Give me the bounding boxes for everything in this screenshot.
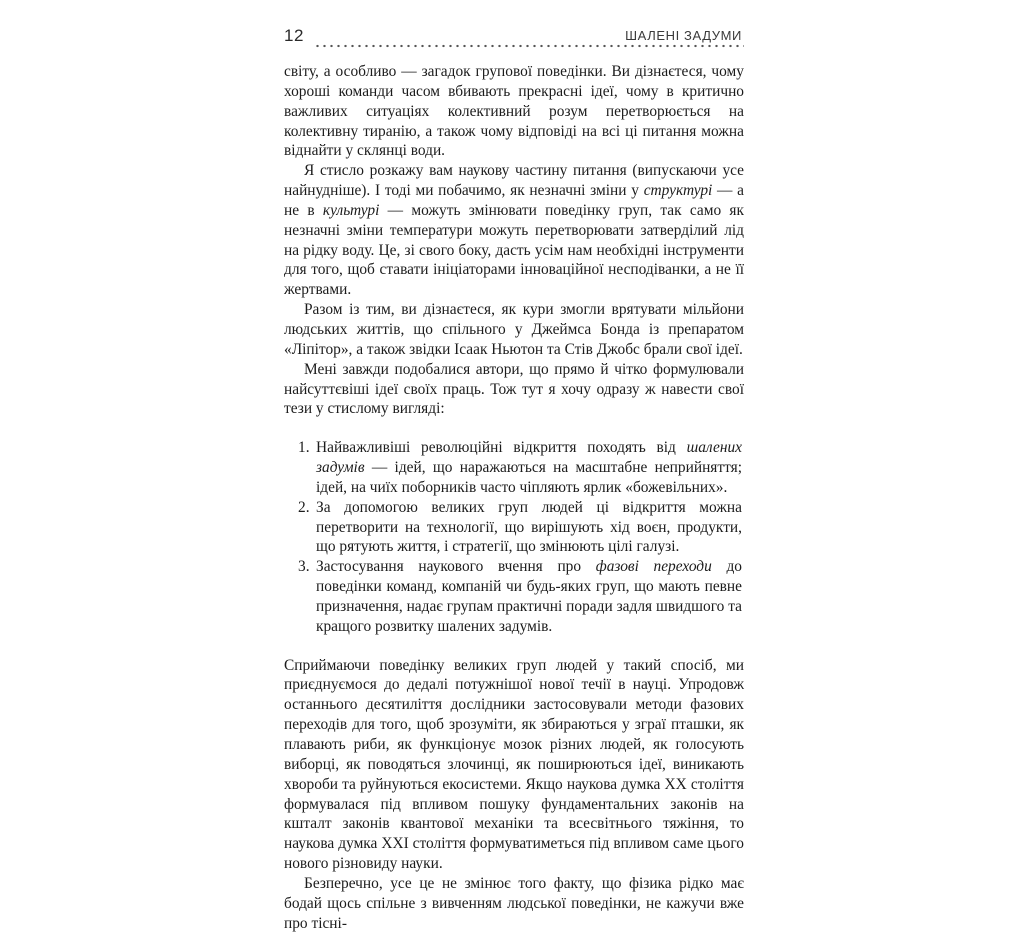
thesis-list <box>284 438 744 636</box>
paragraph-2-part-a: Я стисло розкажу вам наукову частину питання (випускаючи усе найнудніше). І тоді ми побачимо, як незначні зміни у <box>284 162 744 200</box>
paragraph-2-part-c: — можуть змінювати поведінку груп, так само як незначні зміни температури можуть перетворювати затверділий лід на рідку воду. Це, зі свого боку, дасть усім нам необхідні інструменти для того, щоб ставати ініціаторами інноваційної несподіванки, а не її жертвами. <box>284 201 744 299</box>
paragraph-6: Безперечно, усе це не змінює того факту, що фізика рідко має бодай щось спільне з вивченням людської поведінки, не кажучи вже про тісні- <box>284 874 744 932</box>
thesis-item-3 <box>284 557 742 636</box>
body-text <box>284 62 744 933</box>
thesis-item-1 <box>284 438 742 498</box>
thesis-item-2 <box>284 498 742 558</box>
thesis-text-tail: — ідей, що наражаються на масштабне неприйняття; ідей, на чиїх поборників часто чіпляють ярлик «божевільних». <box>316 459 742 496</box>
thesis-emphasis: шалених задумів <box>316 439 742 477</box>
paragraph-2-emphasis-structure: структурі <box>643 182 713 200</box>
thesis-number: 3. <box>298 558 310 576</box>
thesis-emphasis: фазові переходи <box>595 558 712 576</box>
page-number: 12 <box>284 26 304 45</box>
thesis-text: За допомогою великих груп людей ці відкриття можна перетворити на технології, що вирішують хід воєн, продукти, що рятують життя, і стратегії, що змінюють цілі галузі. <box>316 498 742 556</box>
dotted-rule <box>314 44 744 48</box>
thesis-text-tail: до поведінки команд, компаній чи будь-яких груп, що мають певне призначення, надає групам практичні поради задля швидшого та кращого розвитку шалених задумів. <box>316 558 743 635</box>
paragraph-3: Разом із тим, ви дізнаєтеся, як кури змогли врятувати мільйони людських життів, що спільного у Джеймса Бонда із препаратом «Ліпітор», а також звідки Ісаак Ньютон та Стів Джобс брали свої ідеї. <box>284 301 744 358</box>
paragraph-2 <box>284 161 744 300</box>
paragraph-4: Мені завжди подобалися автори, що прямо й чітко формулювали найсуттєвіші ідеї своїх праць. Тож тут я хочу одразу ж навести свої тези у стислому вигляді: <box>284 360 744 418</box>
thesis-text: Застосування наукового вчення про <box>316 558 596 576</box>
paragraph-5: Сприймаючи поведінку великих груп людей у такий спосіб, ми приєднуємося до дедалі потужнішої нової течії в науці. Упродовж останнього десятиліття дослідники застосовували методи фазових переходів для того, щоб зрозуміти, як збираються у зграї пташки, як плавають риби, як функціонує мозок різних людей, як голосують виборці, як поводяться злочинці, як поширюються ідеї, виникають хвороби та руйнуються екосистеми. Якщо наукова думка XX століття формувалася під впливом пошуку фундаментальних законів на кшталт законів квантової механіки та всесвітнього тяжіння, то наукова думка XXI століття формуватиметься під впливом саме цього нового різновиду науки. <box>284 656 744 873</box>
running-title: ШАЛЕНІ ЗАДУМИ <box>625 28 742 43</box>
thesis-text: Найважливіші революційні відкриття походять від <box>316 439 687 457</box>
page-header <box>284 22 744 62</box>
paragraph-2-part-b: — а не в <box>284 182 744 219</box>
thesis-number: 1. <box>298 439 310 457</box>
thesis-number: 2. <box>298 498 310 516</box>
book-page <box>284 22 744 932</box>
paragraph-1: світу, а особливо — загадок групової поведінки. Ви дізнаєтеся, чому хороші команди часом вбивають прекрасні ідеї, чому в критично важливих ситуаціях колективний розум перетворюється на колективну тиранію, а також чому відповіді на всі ці питання можна віднайти у склянці води. <box>284 63 744 160</box>
paragraph-2-emphasis-culture: культурі <box>322 201 380 219</box>
